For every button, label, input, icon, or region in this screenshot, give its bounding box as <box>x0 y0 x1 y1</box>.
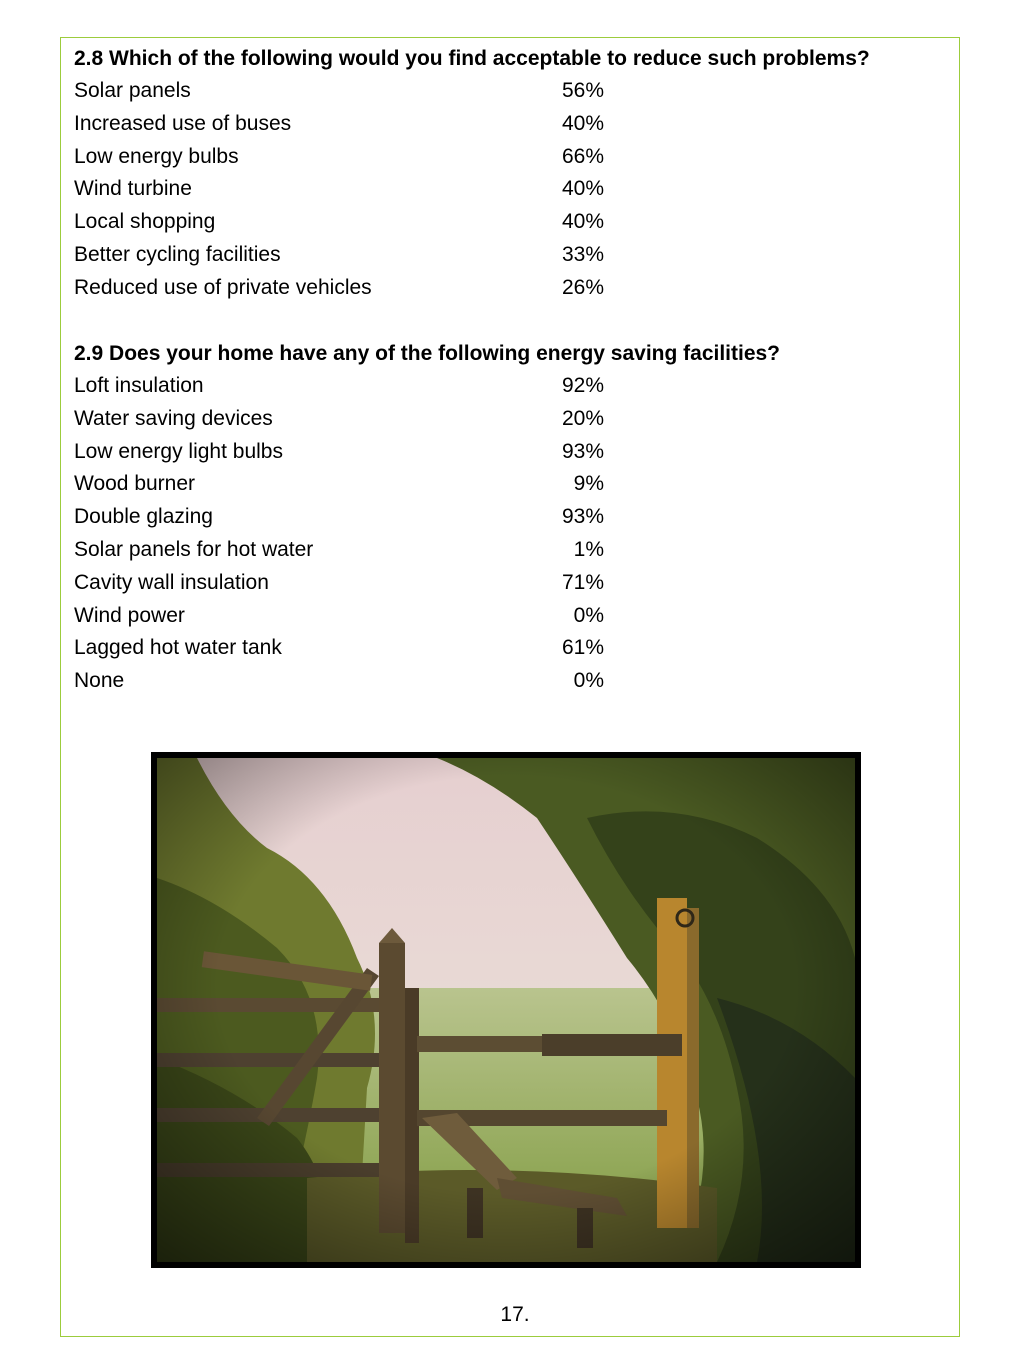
answer-label: Cavity wall insulation <box>74 570 269 594</box>
answer-percentage: 33% <box>561 242 604 266</box>
answer-label: Lagged hot water tank <box>74 636 282 660</box>
answer-label: Better cycling facilities <box>74 242 281 266</box>
answer-percentage: 1% <box>573 537 604 561</box>
answer-percentage: 40% <box>561 177 604 201</box>
answer-percentage: 40% <box>561 210 604 234</box>
answer-percentage: 40% <box>561 111 604 135</box>
answer-percentage: 0% <box>573 669 604 693</box>
answer-label: Increased use of buses <box>74 111 292 135</box>
answer-row <box>74 141 954 174</box>
answer-row <box>74 108 954 141</box>
answer-row <box>74 75 954 108</box>
answer-row <box>74 468 954 501</box>
answer-percentage: 71% <box>561 570 604 594</box>
stile-photo-illustration <box>157 758 855 1262</box>
countryside-stile-photo <box>151 752 861 1268</box>
answer-percentage: 9% <box>573 472 604 496</box>
answer-percentage: 61% <box>561 636 604 660</box>
answer-label: Loft insulation <box>74 374 204 397</box>
answer-label: Reduced use of private vehicles <box>74 275 372 299</box>
answer-percentage: 93% <box>561 505 604 529</box>
answer-label: Double glazing <box>74 505 213 529</box>
answer-percentage: 92% <box>561 374 604 397</box>
answer-percentage: 66% <box>561 144 604 168</box>
answer-label: Wood burner <box>74 472 196 496</box>
answer-label: Low energy bulbs <box>74 144 239 168</box>
question-2-9-section <box>74 337 954 698</box>
answer-row <box>74 600 954 633</box>
answer-label: Wind turbine <box>74 177 192 201</box>
answer-row <box>74 567 954 600</box>
answer-row <box>74 173 954 206</box>
answer-row <box>74 665 954 698</box>
answer-row <box>74 206 954 239</box>
page-number: 17. <box>500 1303 530 1326</box>
answer-percentage: 20% <box>561 406 604 430</box>
answer-label: Water saving devices <box>74 406 273 430</box>
answer-label: None <box>74 669 125 693</box>
answer-row <box>74 403 954 436</box>
answer-label: Wind power <box>74 603 185 627</box>
answer-row <box>74 534 954 567</box>
answer-label: Solar panels for hot water <box>74 537 314 561</box>
answer-percentage: 26% <box>561 275 604 299</box>
answer-label: Low energy light bulbs <box>74 439 283 463</box>
answer-row <box>74 436 954 469</box>
answer-percentage: 0% <box>573 603 604 627</box>
answer-percentage: 93% <box>561 439 604 463</box>
question-2-8-heading: 2.8 Which of the following would you find acceptable to reduce such problems? <box>74 47 870 70</box>
question-2-9-heading: 2.9 Does your home have any of the following energy saving facilities? <box>74 342 781 365</box>
answer-row <box>74 239 954 272</box>
answer-row <box>74 501 954 534</box>
answer-row <box>74 632 954 665</box>
answer-row <box>74 272 954 305</box>
answer-row <box>74 370 954 403</box>
answer-label: Solar panels <box>74 79 191 102</box>
question-2-8-section <box>74 42 954 305</box>
answer-label: Local shopping <box>74 210 216 234</box>
answer-percentage: 56% <box>561 79 604 102</box>
